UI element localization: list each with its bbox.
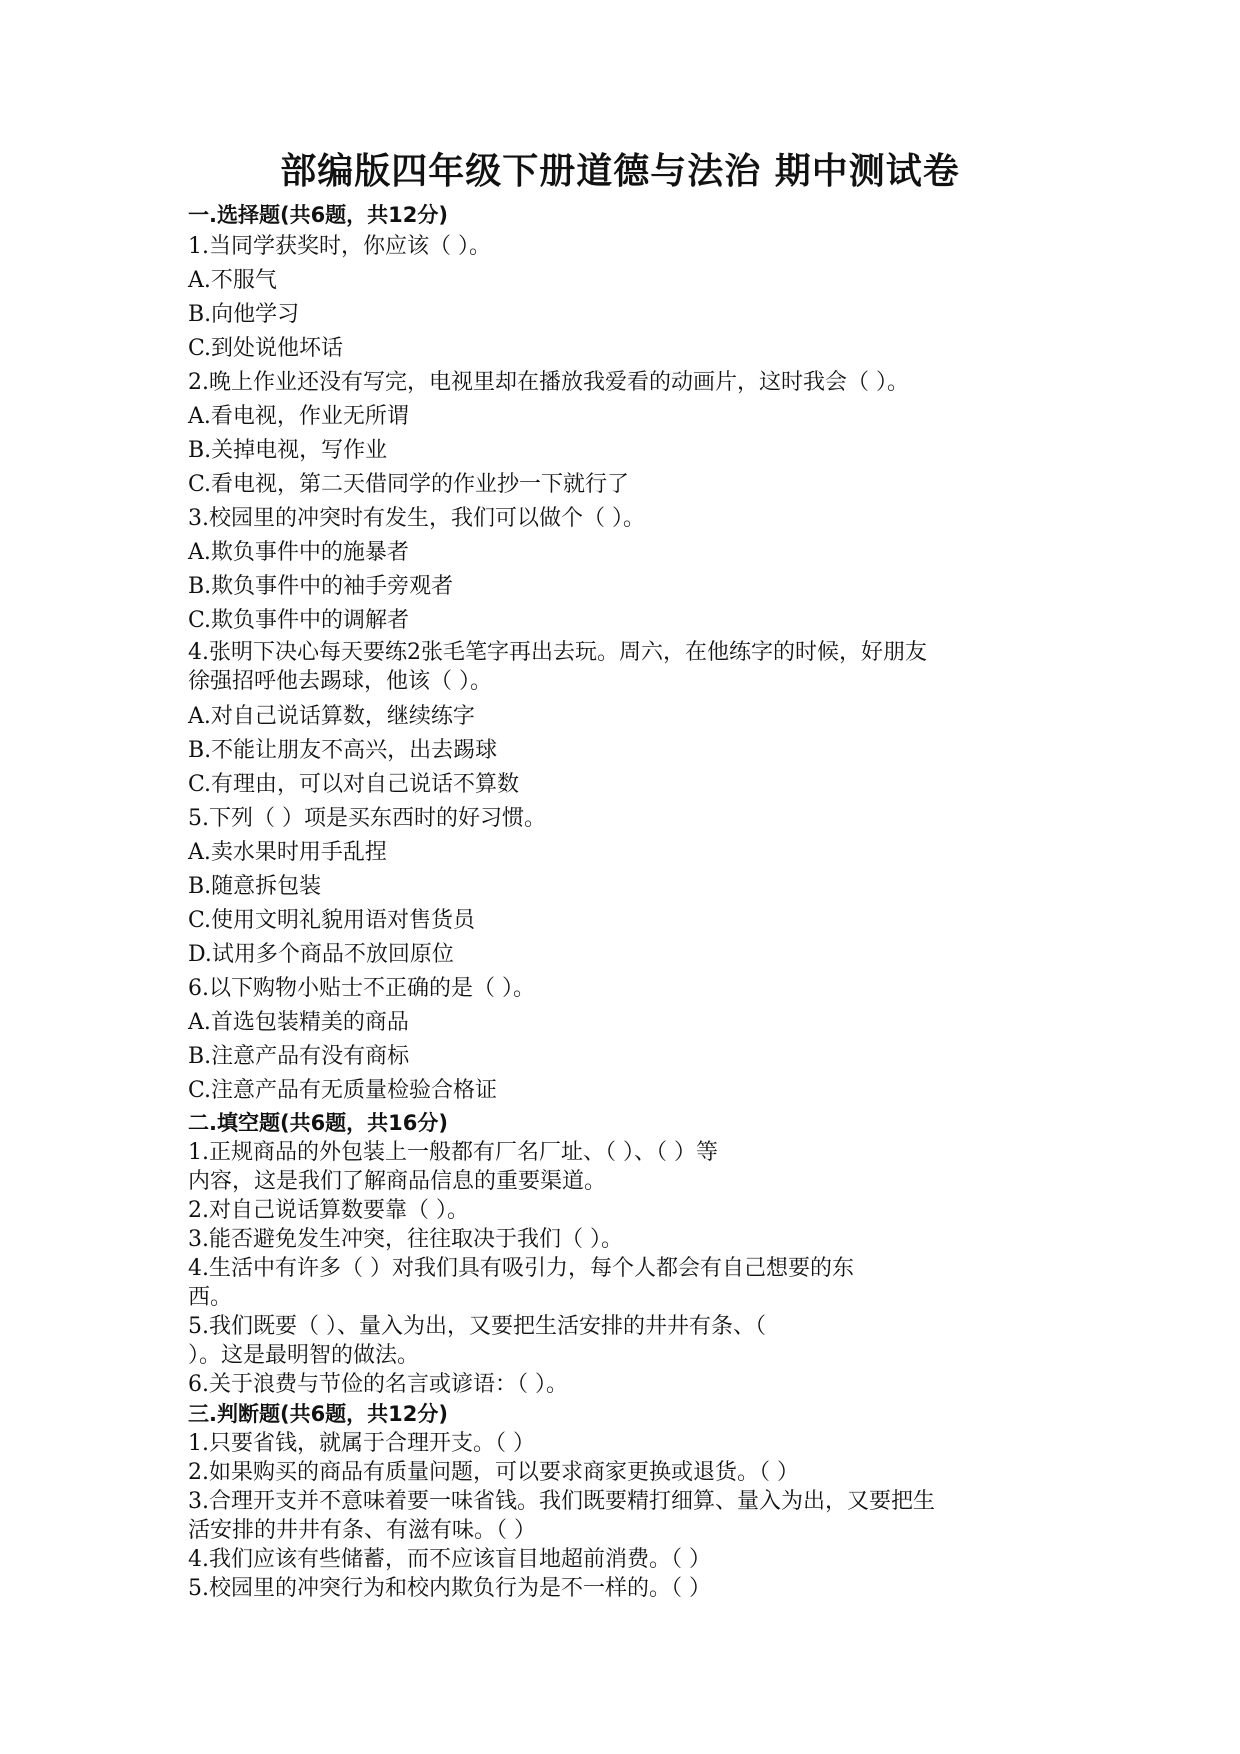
option: B.不能让朋友不高兴，出去踢球 [188,738,498,763]
option: B.随意拆包装 [188,874,322,899]
question-stem: 3.校园里的冲突时有发生，我们可以做个（ ）。 [188,506,645,531]
option: C.有理由，可以对自己说话不算数 [188,772,520,797]
option: A.欺负事件中的施暴者 [188,540,409,565]
option: B.欺负事件中的袖手旁观者 [188,574,454,599]
question-stem-line: 4.张明下决心每天要练2张毛笔字再出去玩。周六，在他练字的时候，好朋友 [188,640,927,665]
question-stem: 5.下列（ ）项是买东西时的好习惯。 [188,806,546,831]
question-stem-line: 徐强招呼他去踢球，他该（ ）。 [188,669,492,694]
option: C.注意产品有无质量检验合格证 [188,1078,498,1103]
fill-blank-item-line: 5.我们既要（ ）、量入为出，又要把生活安排的井井有条、（ [188,1314,766,1339]
page-title: 部编版四年级下册道德与法治 期中测试卷 [280,151,960,192]
option: B.关掉电视，写作业 [188,438,388,463]
option: A.卖水果时用手乱捏 [188,840,387,865]
question [188,802,1068,972]
fill-blank-item-line: 6.关于浪费与节俭的名言或谚语：（ ）。 [188,1372,568,1397]
option: B.向他学习 [188,302,300,327]
fill-blank-item-line: 4.生活中有许多（ ）对我们具有吸引力，每个人都会有自己想要的东 [188,1256,854,1281]
option: C.使用文明礼貌用语对售货员 [188,908,476,933]
true-false-item-line: 1.只要省钱，就属于合理开支。（ ） [188,1431,535,1456]
true-false-item-line: 活安排的井井有条、有滋有味。（ ） [188,1518,536,1543]
fill-blank-item-line: 西。 [188,1285,233,1310]
option: C.看电视，第二天借同学的作业抄一下就行了 [188,472,630,497]
true-false-item-line: 3.合理开支并不意味着要一味省钱。我们既要精打细算、量入为出，又要把生 [188,1489,935,1514]
option: C.到处说他坏话 [188,336,344,361]
true-false-item-line: 5.校园里的冲突行为和校内欺负行为是不一样的。（ ） [188,1576,711,1601]
section-heading-choice: 一.选择题(共6题，共12分) [188,203,449,227]
option: A.不服气 [188,268,277,293]
question [188,366,1068,502]
true-false-item-line: 2.如果购买的商品有质量问题，可以要求商家更换或退货。（ ） [188,1460,799,1485]
section-heading-fill-blank: 二.填空题(共6题，共16分) [188,1111,449,1135]
section-heading-true-false: 三.判断题(共6题，共12分) [188,1402,449,1426]
option: A.首选包装精美的商品 [188,1010,409,1035]
option: D.试用多个商品不放回原位 [188,942,454,967]
option: C.欺负事件中的调解者 [188,608,410,633]
option: A.对自己说话算数，继续练字 [188,704,475,729]
question-stem: 1.当同学获奖时，你应该（ ）。 [188,234,491,259]
question-stem: 2.晚上作业还没有写完，电视里却在播放我爱看的动画片，这时我会（ ）。 [188,370,909,395]
option: A.看电视，作业无所谓 [188,404,409,429]
fill-blank-item-line: 3.能否避免发生冲突，往往取决于我们（ ）。 [188,1227,623,1252]
fill-blank-item-line: ）。这是最明智的做法。 [188,1343,420,1368]
fill-blank-item-line: 2.对自己说话算数要靠（ ）。 [188,1198,469,1223]
question [188,972,1068,1108]
question [188,502,1068,638]
true-false-item-line: 4.我们应该有些储蓄，而不应该盲目地超前消费。（ ） [188,1547,711,1572]
fill-blank-item-line: 1.正规商品的外包装上一般都有厂名厂址、（ ）、（ ）等 [188,1140,718,1165]
question-stem: 6.以下购物小贴士不正确的是（ ）。 [188,976,535,1001]
exam-content [188,200,1068,1603]
question [188,230,1068,366]
option: B.注意产品有没有商标 [188,1044,410,1069]
question [188,638,1068,802]
fill-blank-item-line: 内容，这是我们了解商品信息的重要渠道。 [188,1169,607,1194]
